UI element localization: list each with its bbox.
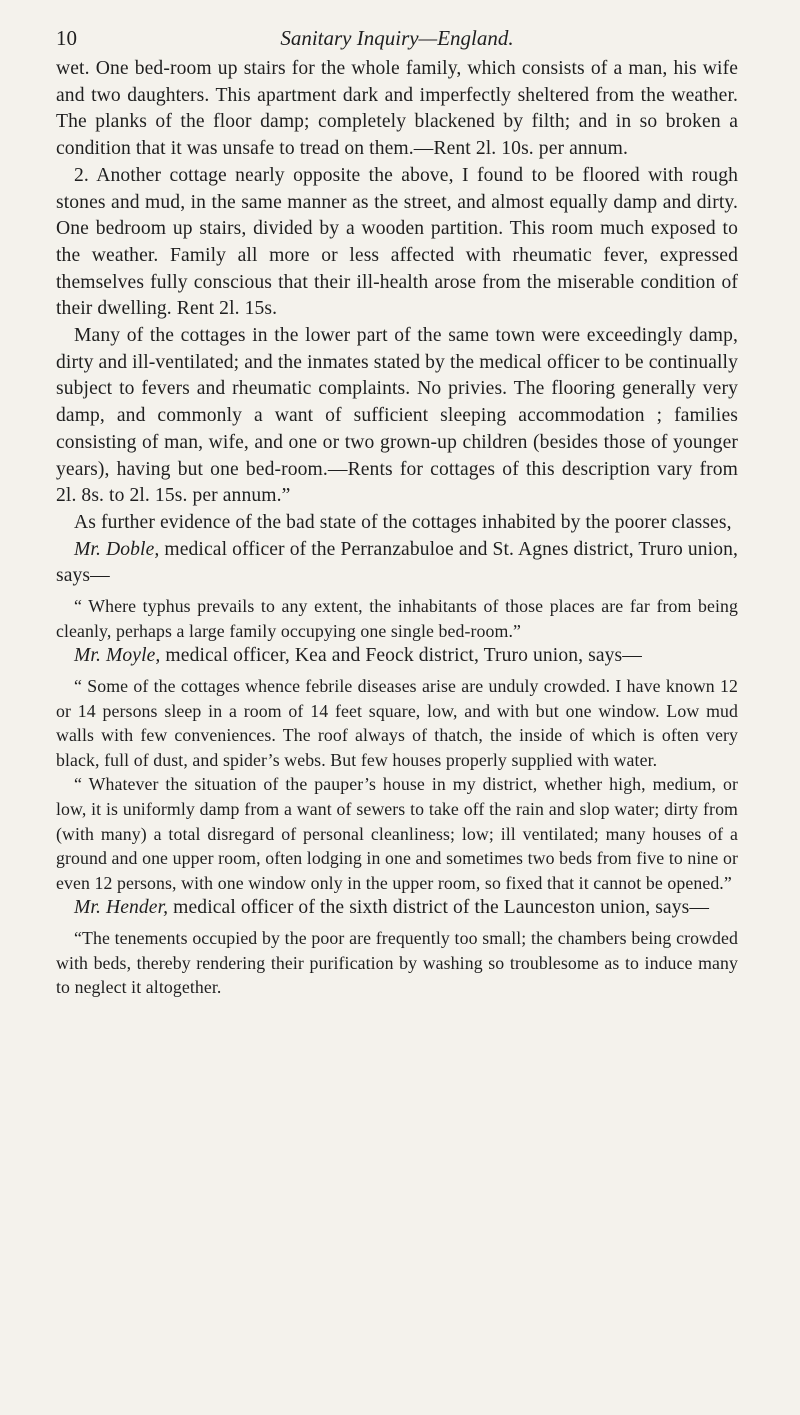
- speaker-name: Mr. Doble,: [74, 538, 160, 560]
- quote-moyle-2: “ Whatever the situation of the pauper’s house in my district, whether high, medium, or low, it is uniformly damp from a want of sewers to take off the rain and slop water; dirty from (with many) a total disregard of personal cleanliness; low; ill ventilated; many houses of a ground and one upper room, often lodging in one and sometimes two beds from five to nine or even 12 persons, with one window only in the upper room, so fixed that it cannot be opened.”: [56, 774, 738, 893]
- quote-hender: “The tenements occupied by the poor are frequently too small; the chambers being crowded with beds, thereby rendering their purification by washing so troublesome as to induce many to neglect it altogether.: [56, 928, 738, 998]
- paragraph-continuation: wet. One bed-room up stairs for the whole family, which consists of a man, his wife and two daughters. This apartment dark and imperfectly sheltered from the weather. The planks of the floor damp; completely blackened by filth; and in so broken a condition that it was unsafe to tread on them.—Rent 2l. 10s. per annum.: [56, 58, 738, 160]
- speaker-description: medical officer, Kea and Feock district, Truro union, says—: [160, 645, 642, 667]
- quote-moyle-1: “ Some of the cottages whence febrile diseases arise are unduly crowded. I have known 12 or 14 persons sleep in a room of 14 feet square, low, and with but one window. Low mud walls with few conveniences. The roof always of thatch, the inside of which is often very black, full of dust, and spider’s webs. But few houses properly supplied with water.: [56, 675, 738, 770]
- speaker-hender: [56, 895, 738, 922]
- paragraph-lower-town: Many of the cottages in the lower part of the same town were exceedingly damp, dirty and ill-ventilated; and the inmates stated by the medical officer to be continually subject to fevers and rheumatic complaints. No privies. The flooring generally very damp, and commonly a want of sufficient sleeping accommodation ; families consisting of man, wife, and one or two grown-up children (besides those of younger years), having but one bed-room.—Rents for cottages of this description vary from 2l. 8s. to 2l. 15s. per annum.”: [56, 325, 738, 507]
- running-title: Sanitary Inquiry—England.: [280, 26, 514, 50]
- paragraph-further-evidence: As further evidence of the bad state of the cottages inhabited by the poorer classes,: [74, 511, 732, 533]
- paragraph-cottage-2: 2. Another cottage nearly opposite the above, I found to be floored with rough stones and mud, in the same manner as the street, and almost equally damp and dirty. One bedroom up stairs, divided by a wooden partition. This room much exposed to the weather. Family all more or less affected with rheumatic fever, expressed themselves fully conscious that their ill-health arose from the miserable condition of their dwelling. Rent 2l. 15s.: [56, 164, 738, 320]
- speaker-doble: [56, 537, 738, 590]
- speaker-description: medical officer of the sixth district of the Launceston union, says—: [168, 897, 710, 919]
- page-header: [56, 18, 738, 56]
- speaker-moyle: [56, 643, 738, 670]
- quote-doble: “ Where typhus prevails to any extent, the inhabitants of those places are far from being cleanly, perhaps a large family occupying one single bed-room.”: [56, 596, 738, 641]
- speaker-name: Mr. Moyle,: [74, 645, 161, 667]
- body-text: [56, 56, 738, 1000]
- page-number: 10: [56, 26, 77, 50]
- speaker-name: Mr. Hender,: [74, 897, 169, 919]
- speaker-description: medical officer of the Perranzabuloe and St. Agnes district, Truro union, says—: [56, 538, 738, 587]
